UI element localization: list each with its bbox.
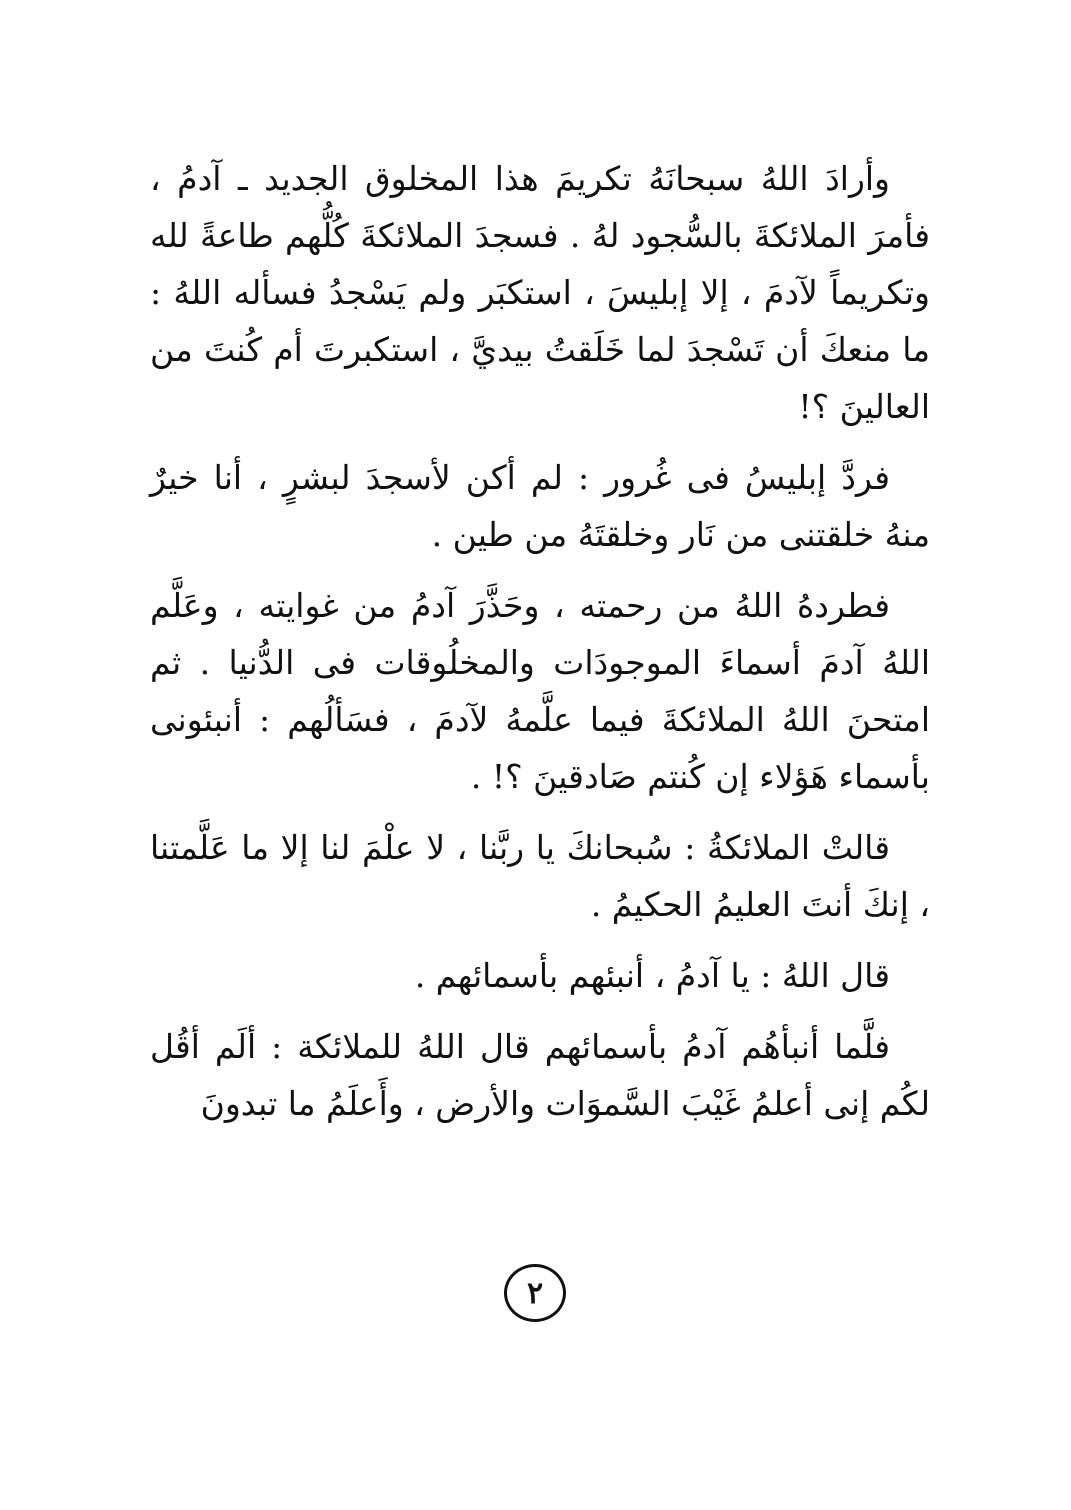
- paragraph-sujood: وأرادَ اللهُ سبحانَهُ تكريمَ هذا المخلوق الجديد ـ آدمُ ، فأمرَ الملائكةَ بالسُّجود لهُ . فسجدَ الملائكةَ كُلُّهم طاعةً لله وتكريماً لآدمَ ، إلا إبليسَ ، استكبَر ولم يَسْجدُ فسأله اللهُ : ما منعكَ أن تَسْجدَ لما خَلَقتُ بيديَّ ، استكبرتَ أم كُنتَ من العالينَ ؟!: [150, 159, 930, 426]
- page-number-badge: ٢: [504, 1264, 566, 1322]
- paragraph-names-test: فطردهُ اللهُ من رحمته ، وحَذَّرَ آدمُ من غوايته ، وعَلَّم اللهُ آدمَ أسماءَ الموجودَات والمخلُوقات فى الدُّنيا . ثم امتحنَ اللهُ الملائكةَ فيما علَّمهُ لآدمَ ، فسَألُهم : أنبئونى بأسماء هَؤلاء إن كُنتم صَادقينَ ؟! .: [150, 586, 930, 796]
- paragraph-unseen-knowledge: فلَّما أنبأهُم آدمُ بأسمائهم قال اللهُ للملائكة : ألَم أقُل لكُم إنى أعلمُ غَيْبَ السَّموَات والأرض ، وأَعلَمُ ما تبدونَ: [150, 1027, 930, 1123]
- paragraph-angels-reply: قالتْ الملائكةُ : سُبحانكَ يا ربَّنا ، لا علْمَ لنا إلا ما عَلَّمتنا ، إنكَ أنتَ العليمُ الحكيمُ .: [150, 828, 930, 924]
- paragraph-iblis-reply: فردَّ إبليسُ فى غُرور : لم أكن لأسجدَ لبشرٍ ، أنا خيرٌ منهُ خلقتنى من نَار وخلقتَهُ من طين .: [150, 458, 930, 554]
- paragraph-adam-inform: قال اللهُ : يا آدمُ ، أنبئهم بأسمائهم .: [414, 956, 890, 995]
- body-text: [150, 150, 930, 1146]
